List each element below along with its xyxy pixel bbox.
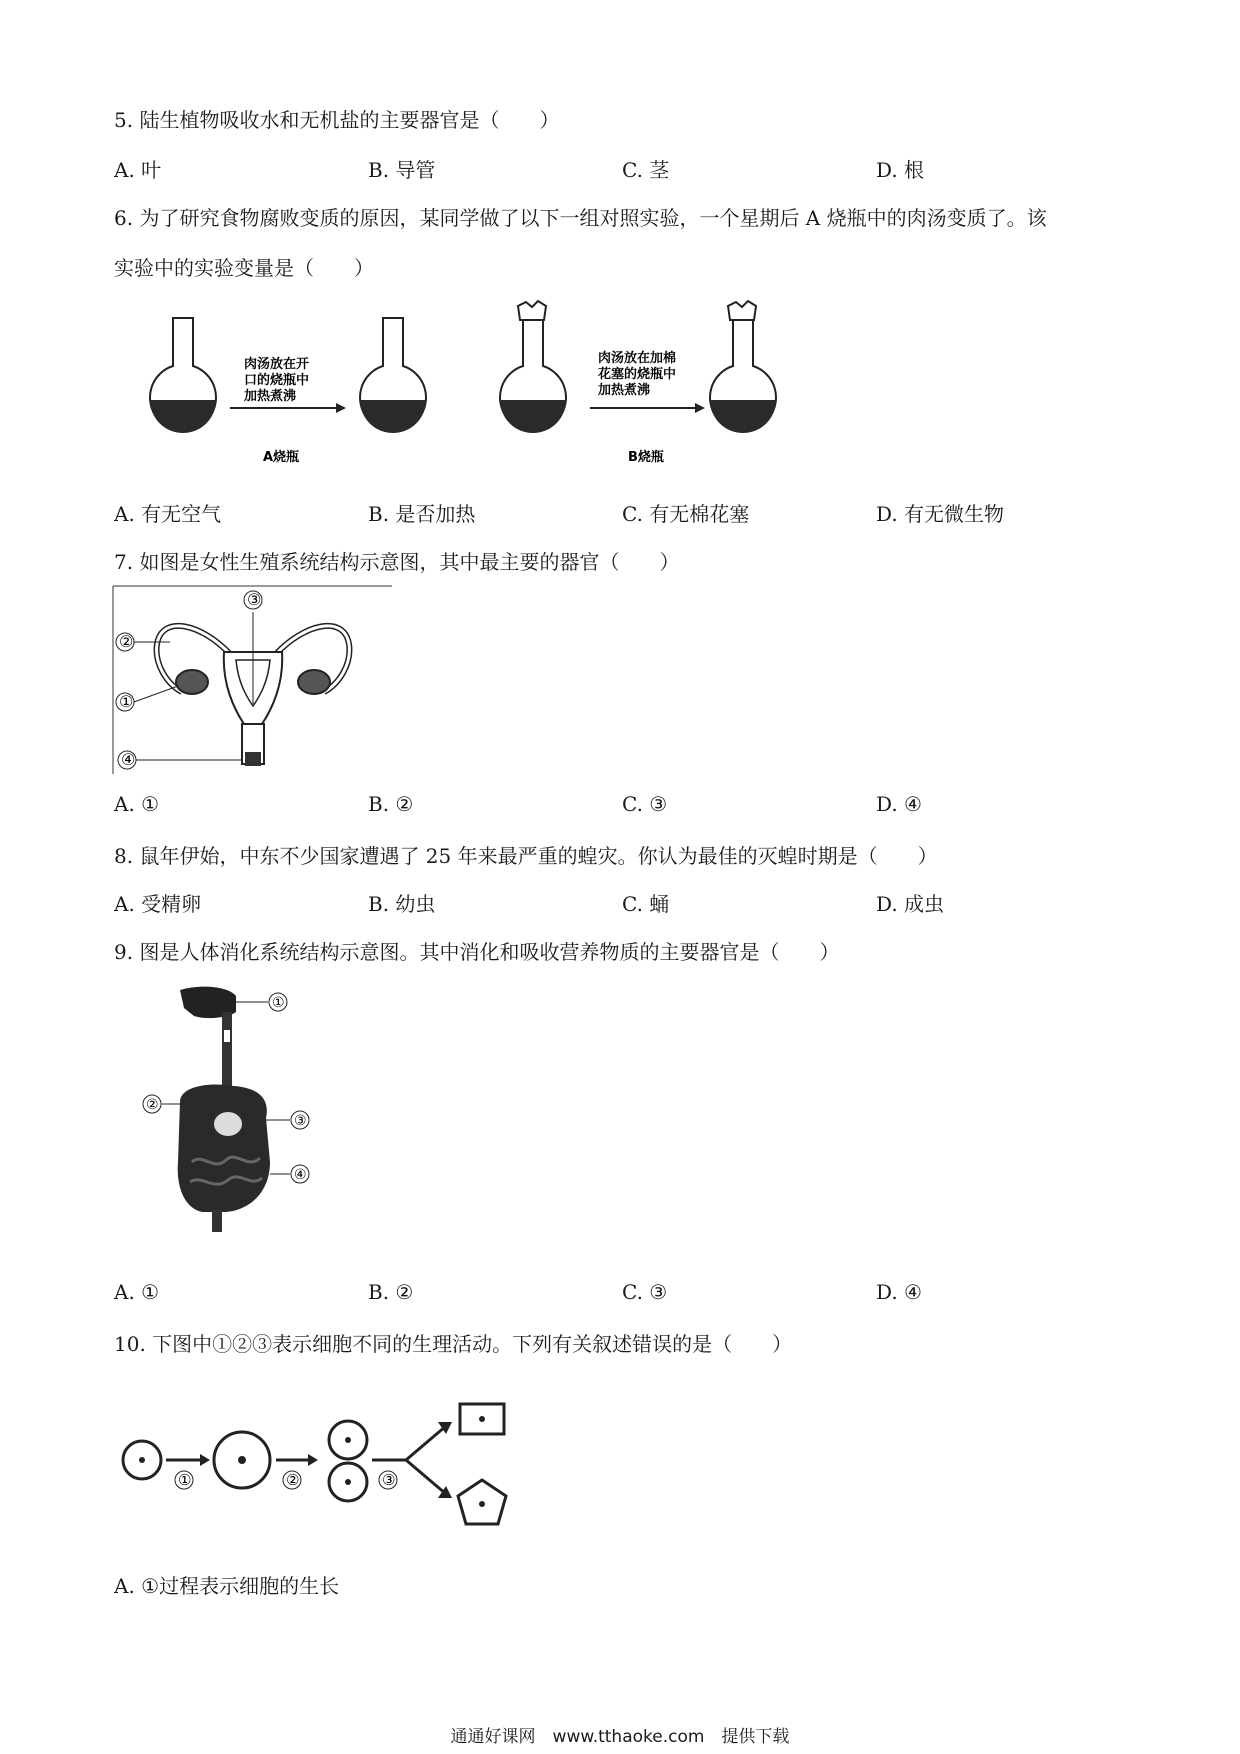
- question-7-stem: 7. 如图是女性生殖系统结构示意图，其中最主要的器官（ ）: [114, 550, 680, 574]
- flask-experiment-figure: [140, 298, 820, 474]
- page-footer: 通通好课网 www.tthaoke.com 提供下载: [450, 1727, 790, 1747]
- q6-option-a: A. 有无空气: [114, 502, 222, 526]
- q10-option-a: A. ①过程表示细胞的生长: [114, 1574, 340, 1598]
- q6-option-b: B. 是否加热: [368, 502, 476, 526]
- q5-option-a: A. 叶: [114, 158, 162, 182]
- cell-activity-figure: [116, 1396, 516, 1546]
- flask-b-before: [500, 301, 566, 433]
- q9-option-a: A. ①: [114, 1280, 160, 1304]
- cotton-plug-icon: [728, 301, 756, 320]
- ovary-right: [298, 670, 330, 694]
- q9-option-b: B. ②: [368, 1280, 414, 1304]
- question-9-stem: 9. 图是人体消化系统结构示意图。其中消化和吸收营养物质的主要器官是（ ）: [114, 940, 840, 964]
- arrow-b-text-3: 加热煮沸: [598, 383, 651, 398]
- ovary-left: [176, 670, 208, 694]
- fig7-label-1: ①: [119, 692, 134, 711]
- fig7-label-4: ④: [121, 750, 136, 769]
- q5-option-c: C. 茎: [622, 158, 670, 182]
- arrow-a-text-3: 加热煮沸: [244, 389, 297, 404]
- q5-option-d: D. 根: [876, 158, 925, 182]
- fig10-label-2: ②: [286, 1471, 300, 1489]
- question-8-stem: 8. 鼠年伊始，中东不少国家遭遇了 25 年来最严重的蝗灾。你认为最佳的灭蝗时期是（ ）: [114, 844, 938, 868]
- q8-option-b: B. 幼虫: [368, 892, 436, 916]
- arrow-b-text-1: 肉汤放在加棉: [598, 351, 677, 366]
- fig10-label-3: ③: [382, 1471, 396, 1489]
- arrow-b-text-2: 花塞的烧瓶中: [598, 367, 677, 382]
- q5-option-b: B. 导管: [368, 158, 436, 182]
- arrow-a-text-1: 肉汤放在开: [244, 357, 310, 372]
- female-reproductive-system-figure: [112, 584, 394, 776]
- arrow-a-text-2: 口的烧瓶中: [244, 373, 310, 388]
- fig7-label-2: ②: [119, 632, 134, 651]
- fig9-label-1: ①: [272, 995, 285, 1011]
- fig10-label-1: ①: [178, 1471, 192, 1489]
- q8-option-d: D. 成虫: [876, 892, 945, 916]
- q9-option-d: D. ④: [876, 1280, 922, 1304]
- digestive-system-figure: [110, 982, 330, 1242]
- q7-option-c: C. ③: [622, 792, 668, 816]
- q8-option-a: A. 受精卵: [114, 892, 202, 916]
- q6-option-c: C. 有无棉花塞: [622, 502, 750, 526]
- question-5-stem: 5. 陆生植物吸收水和无机盐的主要器官是（ ）: [114, 108, 560, 132]
- fig7-label-3: ③: [247, 590, 262, 609]
- question-10-stem: 10. 下图中①②③表示细胞不同的生理活动。下列有关叙述错误的是（ ）: [114, 1332, 793, 1356]
- question-6-stem-line1: 6. 为了研究食物腐败变质的原因，某同学做了以下一组对照实验，一个星期后 A 烧瓶中的肉汤变质了。该: [114, 206, 1047, 230]
- cotton-plug-icon: [518, 301, 546, 320]
- flask-a-after: [360, 318, 426, 433]
- fig9-label-3: ③: [294, 1113, 307, 1129]
- flask-a-label: A烧瓶: [263, 450, 300, 465]
- q8-option-c: C. 蛹: [622, 892, 670, 916]
- flask-b-after: [710, 301, 776, 433]
- q7-option-a: A. ①: [114, 792, 160, 816]
- question-6-stem-line2: 实验中的实验变量是（ ）: [114, 256, 374, 280]
- fig9-label-2: ②: [146, 1097, 159, 1113]
- fig9-label-4: ④: [294, 1167, 307, 1183]
- flask-a-before: [150, 318, 216, 433]
- q7-option-d: D. ④: [876, 792, 922, 816]
- flask-b-label: B烧瓶: [628, 450, 664, 465]
- q6-option-d: D. 有无微生物: [876, 502, 1005, 526]
- q7-option-b: B. ②: [368, 792, 414, 816]
- q9-option-c: C. ③: [622, 1280, 668, 1304]
